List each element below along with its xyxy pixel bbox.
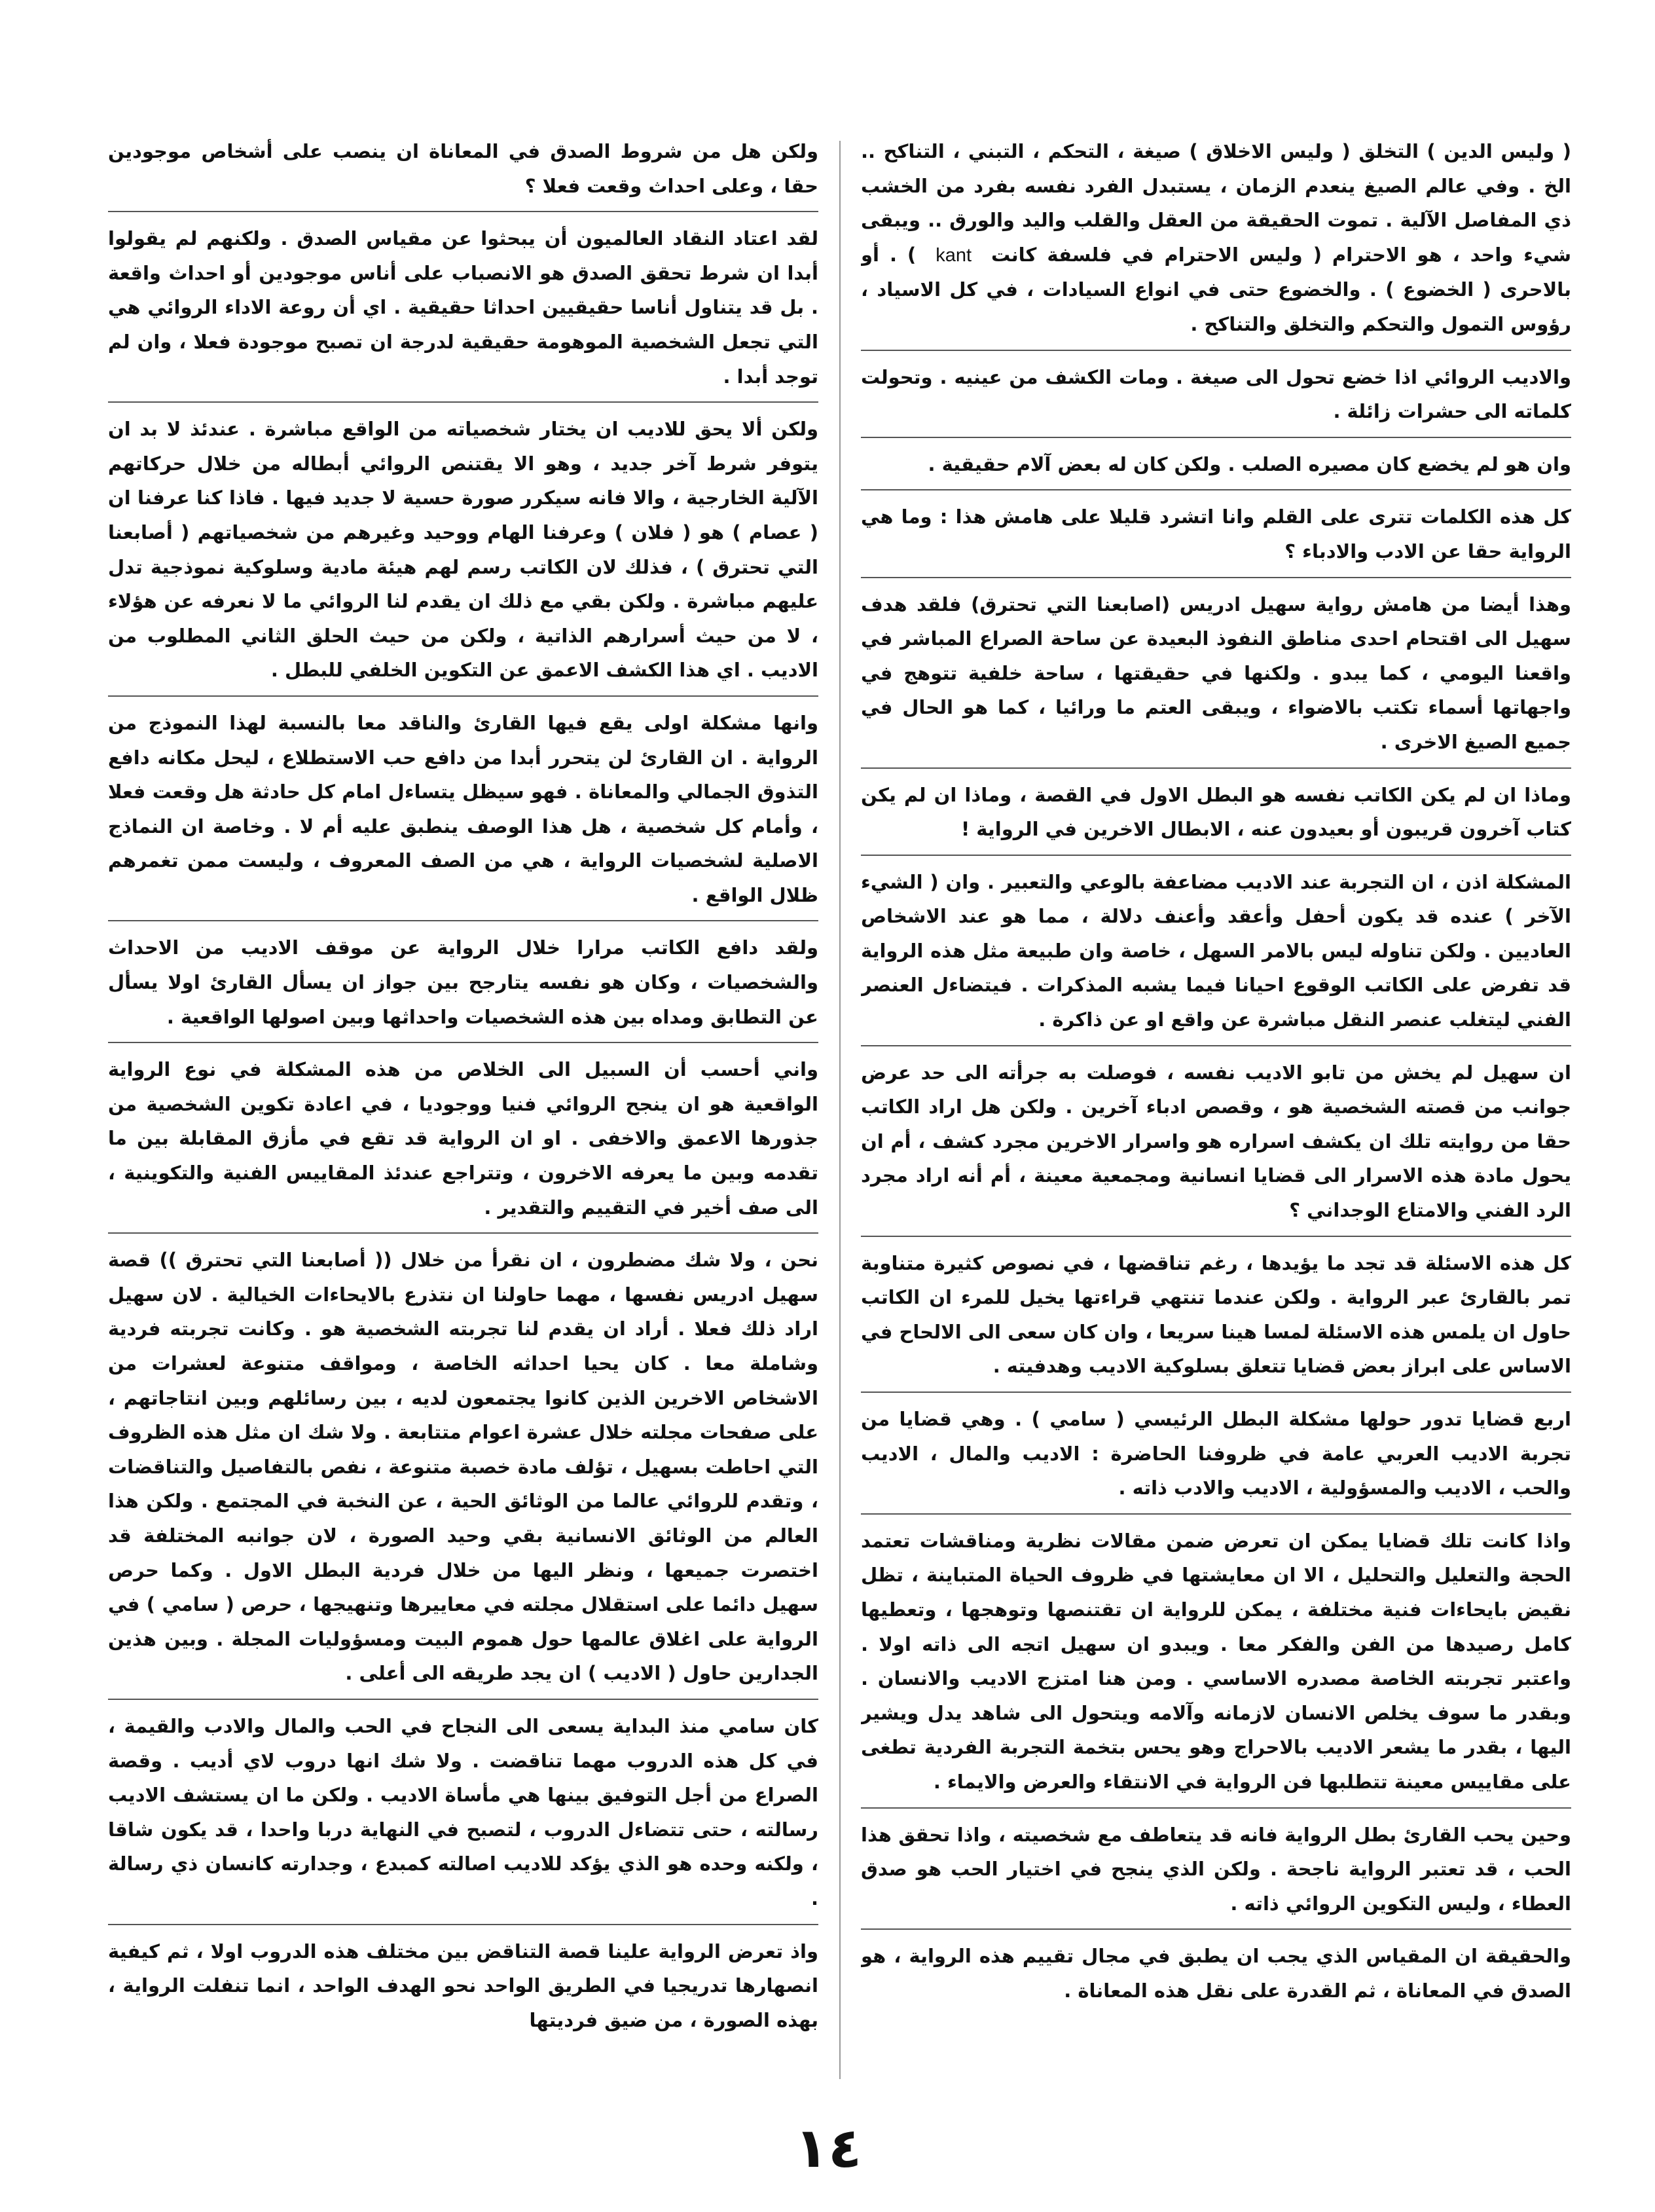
paragraph: وان هو لم يخضع كان مصيره الصلب . ولكن كان له بعض آلام حقيقية . (861, 447, 1571, 491)
paragraph: وهذا أيضا من هامش رواية سهيل ادريس (اصابعنا التي تحترق) فلقد هدف سهيل الى اقتحام احدى مناطق النفوذ البعيدة عن ساحة الصراع المباشر في واقعنا اليومي ، كما يبدو . ولكنها في حقيقتها ، ساحة خلفية تتوهج في واجهاتها أسماء تكتب بالاضواء ، ويبقى العتم ما ورائيا ، كما هو الحال في جميع الصيغ الاخرى . (861, 587, 1571, 769)
paragraph: كان سامي منذ البداية يسعى الى النجاح في الحب والمال والادب والقيمة ، في كل هذه الدروب مهما تناقضت . ولا شك انها دروب لاي أديب . وقصة الصراع من أجل التوفيق بينها هي مأساة الاديب . ولكن ما ان يستشف الاديب رسالته ، حتى تتضاءل الدروب ، لتصبح في النهاية دربا واحدا ، قد يكون شاقا ، ولكنه وحده هو الذي يؤكد للاديب اصالته كمبدع ، وجدارته كانسان ذي رسالة . (108, 1709, 818, 1925)
paragraph: وانها مشكلة اولى يقع فيها القارئ والناقد معا بالنسبة لهذا النموذج من الرواية . ان القارئ لن يتحرر أبدا من دافع حب الاستطلاع ، ليحل مكانه دافع التذوق الجمالي والمعاناة . فهو سيظل يتساءل امام كل حادثة هل وقعت فعلا ، وأمام كل شخصية ، هل هذا الوصف ينطبق عليه أم لا . وخاصة ان النماذج الاصلية لشخصيات الرواية ، هي من الصف المعروف ، وليست ممن تغمرهم ظلال الواقع . (108, 706, 818, 922)
right-column (861, 134, 1571, 2092)
paragraph: ولقد دافع الكاتب مرارا خلال الرواية عن موقف الاديب من الاحداث والشخصيات ، وكان هو نفسه يتارجح بين جواز ان يسأل القارئ اولا يسأل عن التطابق ومداه بين هذه الشخصيات واحداثها وبين اصولها الواقعية . (108, 931, 818, 1043)
paragraph: لقد اعتاد النقاد العالميون أن يبحثوا عن مقياس الصدق . ولكنهم لم يقولوا أبدا ان شرط تحقق الصدق هو الانصباب على أناس موجودين أو احداث واقعة . بل قد يتناول أناسا حقيقيين احداثا حقيقية . اي أن روعة الاداء الروائي هي التي تجعل الشخصية الموهومة حقيقية لدرجة ان تصبح موجودة فعلا ، وان لم توجد أبدا . (108, 221, 818, 403)
paragraph: والحقيقة ان المقياس الذي يجب ان يطبق في مجال تقييم هذه الرواية ، هو الصدق في المعاناة ، ثم القدرة على نقل هذه المعاناة . (861, 1945, 1571, 2002)
paragraph: واذ تعرض الرواية علينا قصة التناقض بين مختلف هذه الدروب اولا ، ثم كيفية انصهارها تدريجيا في الطريق الواحد نحو الهدف الواحد ، انما تنفلت الرواية ، بهذه الصورة ، من ضيق فرديتها (108, 1940, 818, 2031)
paragraph: والاديب الروائي اذا خضع تحول الى صيغة . ومات الكشف من عينيه . وتحولت كلماته الى حشرات زائلة . (861, 360, 1571, 438)
paragraph: اربع قضايا تدور حولها مشكلة البطل الرئيسي ( سامي ) . وهي قضايا من تجربة الاديب العربي عامة في ظروفنا الحاضرة : الاديب والمال ، الاديب والحب ، الاديب والمسؤولية ، الاديب والادب ذاته . (861, 1402, 1571, 1515)
column-divider (839, 141, 841, 2079)
paragraph: وماذا ان لم يكن الكاتب نفسه هو البطل الاول في القصة ، وماذا ان لم يكن كتاب آخرون قريبون أو بعيدون عنه ، الابطال الاخرين في الرواية ! (861, 778, 1571, 856)
kant-latin-word: kant (936, 244, 972, 266)
paragraph: ولكن ألا يحق للاديب ان يختار شخصياته من الواقع مباشرة . عندئذ لا بد ان يتوفر شرط آخر جديد ، وهو الا يقتنص الروائي أبطاله من خلال حركاتهم الآلية الخارجية ، والا فانه سيكرر صورة حسية لا جديد فيها . فاذا كنا عرفنا ان ( عصام ) هو ( فلان ) وعرفنا الهام ووحيد وغيرهم من شخصياتهم ( أصابعنا التي تحترق ) ، فذلك لان الكاتب رسم لهم هيئة مادية وسلوكية نموذجية تدل عليهم مباشرة . ولكن بقي مع ذلك ان يقدم لنا الروائي ما لا نعرفه عن هؤلاء ، لا من حيث أسرارهم الذاتية ، ولكن من حيث الحلق الثاني المطلوب من الاديب . اي هذا الكشف الاعمق عن التكوين الخلفي للبطل . (108, 412, 818, 697)
paragraph: ان سهيل لم يخش من تابو الاديب نفسه ، فوصلت به جرأته الى حد عرض جوانب من قصته الشخصية هو ، وقصص ادباء آخرين . ولكن هل اراد الكاتب حقا من روايته تلك ان يكشف اسراره هو واسرار الاخرين مجرد كشف ، أم ان يحول مادة هذه الاسرار الى قضايا انسانية ومجمعية معينة ، أم أنه اراد مجرد الرد الفني والامتاع الوجداني ؟ (861, 1056, 1571, 1237)
page-number: ١٤ (794, 2116, 862, 2180)
paragraph: كل هذه الكلمات تترى على القلم وانا اتشرد قليلا على هامش هذا : وما هي الرواية حقا عن الادب والادباء ؟ (861, 500, 1571, 578)
paragraph: ( وليس الدين ) التخلق ( وليس الاخلاق ) صيغة ، التحكم ، التبني ، التناكح .. الخ . وفي عالم الصيغ ينعدم الزمان ، يستبدل الفرد نفسه بفرد من الخشب ذي المفاصل الآلية . تموت الحقيقة من العقل والقلب واليد والورق .. ويبقى شيء واحد ، هو الاحترام ( وليس الاحترام في فلسفة كانتkant) . أو بالاحرى ( الخضوع ) . والخضوع حتى في انواع السيادات ، في كل الاسياد ، رؤوس التمول والتحكم والتخلق والتناكح . (861, 134, 1571, 351)
paragraph: المشكلة اذن ، ان التجربة عند الاديب مضاعفة بالوعي والتعبير . وان ( الشيء الآخر ) عنده قد يكون أحفل وأعقد وأعنف دلالة ، مما هو عند الاشخاص العاديين . ولكن تناوله ليس بالامر السهل ، خاصة وان طبيعة مثل هذه الرواية قد تفرض على الكاتب الوقوع احيانا فيما يشبه المذكرات . فيتضاءل العنصر الفني ليتغلب عنصر النقل مباشرة عن واقع او عن ذاكرة . (861, 865, 1571, 1046)
left-column (108, 134, 818, 2092)
paragraph: واني أحسب أن السبيل الى الخلاص من هذه المشكلة في نوع الرواية الواقعية هو ان ينجح الروائي فنيا ووجوديا ، في اعادة تكوين الشخصية من جذورها الاعمق والاخفى . او ان الرواية قد تقع في مأزق المقابلة بين ما تقدمه وبين ما يعرفه الاخرون ، وتتراجع عندئذ المقاييس الفنية والتكوينية ، الى صف أخير في التقييم والتقدير . (108, 1052, 818, 1234)
paragraph: ولكن هل من شروط الصدق في المعاناة ان ينصب على أشخاص موجودين حقا ، وعلى احداث وقعت فعلا ؟ (108, 134, 818, 212)
paragraph: وحين يحب القارئ بطل الرواية فانه قد يتعاطف مع شخصيته ، واذا تحقق هذا الحب ، قد تعتبر الرواية ناجحة . ولكن الذي ينجح في اختيار الحب هو صدق العطاء ، وليس التكوين الروائي ذاته . (861, 1818, 1571, 1930)
paragraph: واذا كانت تلك قضايا يمكن ان تعرض ضمن مقالات نظرية ومناقشات تعتمد الحجة والتعليل والتحليل ، الا ان معايشتها في ظروف الحياة المتباينة ، تظل نقيض بايحاءات فنية مختلفة ، يمكن للرواية ان تقتنصها وتوهجها ، وتعطيها كامل رصيدها من الفن والفكر معا . ويبدو ان سهيل اتجه الى ذاته اولا . واعتبر تجربته الخاصة مصدره الاساسي . ومن هنا امتزج الاديب والانسان . وبقدر ما سوف يخلص الانسان لازمانه وآلامه ويتحول الى شاهد يدل ويشير اليها ، بقدر ما يشعر الاديب بالاحراج وهو يحس بتخمة التجربة الفردية تطغى على مقاييس معينة تتطلبها فن الرواية في الانتقاء والعرض والايماء . (861, 1524, 1571, 1809)
paragraph: كل هذه الاسئلة قد تجد ما يؤيدها ، رغم تناقضها ، في نصوص كثيرة متناوبة تمر بالقارئ عبر الرواية . ولكن عندما تنتهي قراءتها يخيل للمرء ان الكاتب حاول ان يلمس هذه الاسئلة لمسا هينا سريعا ، وان كان سعى الى الالحاح في الاساس على ابراز بعض قضايا تتعلق بسلوكية الاديب وهدفيته . (861, 1246, 1571, 1393)
paragraph: نحن ، ولا شك مضطرون ، ان نقرأ من خلال (( أصابعنا التي تحترق )) قصة سهيل ادريس نفسها ، مهما حاولنا ان نتذرع بالايحاءات الخيالية . لان سهيل اراد ذلك فعلا . أراد ان يقدم لنا تجربته الشخصية هو . وكانت تجربته فردية وشاملة معا . كان يحيا احداثه الخاصة ، ومواقف متنوعة لعشرات من الاشخاص الاخرين الذين كانوا يجتمعون لديه ، بين رسائلهم وبين انتاجاتهم ، على صفحات مجلته خلال عشرة اعوام متتابعة . ولا شك ان مثل هذه الظروف التي احاطت بسهيل ، تؤلف مادة خصبة متنوعة ، نفص بالتفاصيل والتناقضات ، وتقدم للروائي عالما من الوثائق الحية ، عن النخبة في المجتمع . ولكن هذا العالم من الوثائق الانسانية بقي وحيد الصورة ، لان جوانبه المختلفة قد اختصرت جميعها ، ونظر اليها من خلال فردية البطل الاول . وكما حرص سهيل دائما على استقلال مجلته في معاييرها وتنهيجها ، حرص ( سامي ) في الرواية على اغلاق عالمها حول هموم البيت ومسؤوليات المجلة . وبين هذين الجدارين حاول ( الاديب ) ان يجد طريقه الى أعلى . (108, 1243, 818, 1700)
